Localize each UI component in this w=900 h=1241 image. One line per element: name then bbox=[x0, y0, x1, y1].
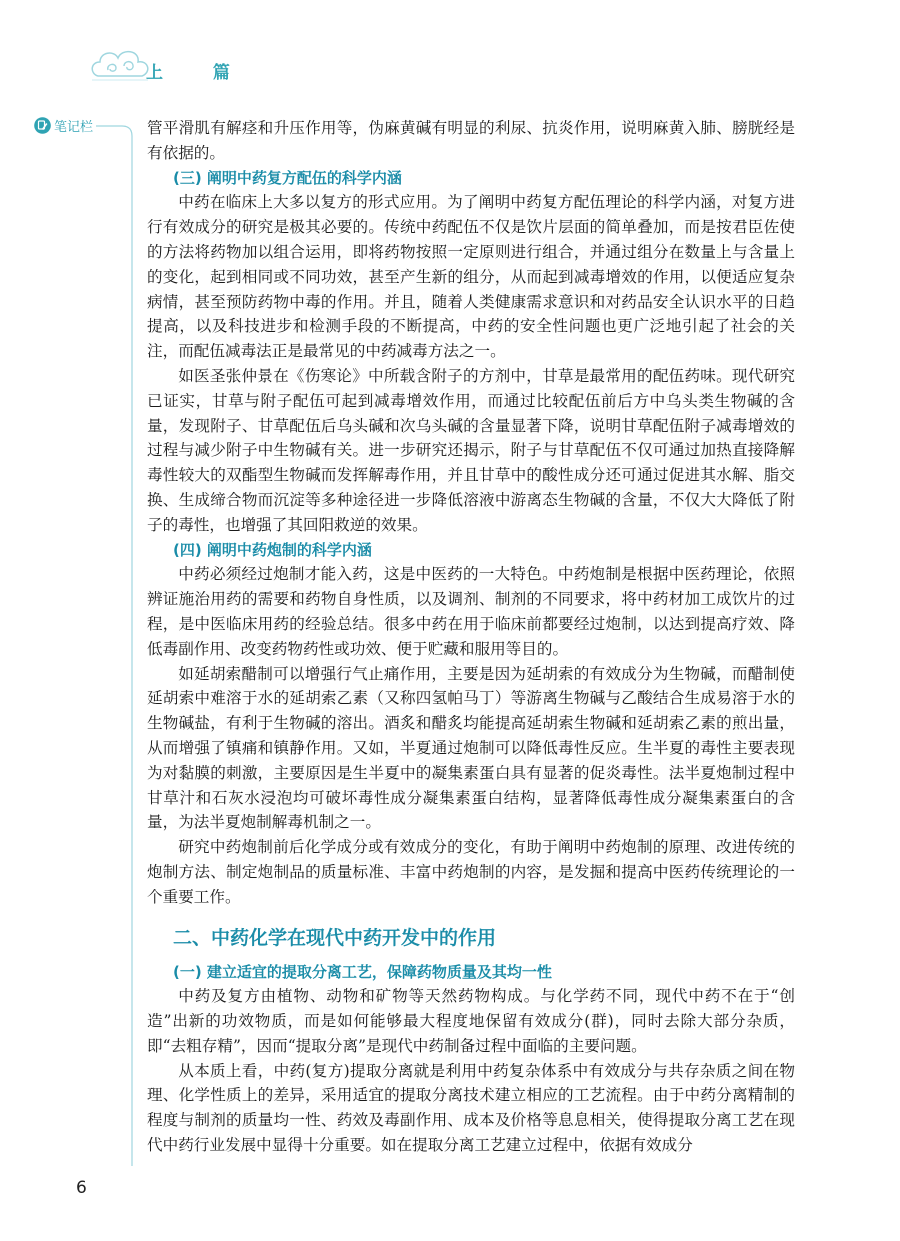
paragraph: 中药必须经过炮制才能入药，这是中医药的一大特色。中药炮制是根据中医药理论，依照辨证施治用药的需要和药物自身性质，以及调剂、制剂的不同要求，将中药材加工成饮片的过程，是中医临床用药的经验总结。很多中药在用于临床前都要经过炮制，以达到提高疗效、降低毒副作用、改变药物药性或功效、便于贮藏和服用等目的。 bbox=[147, 565, 795, 658]
pencil-note-icon bbox=[34, 117, 51, 134]
main-text bbox=[147, 116, 795, 1158]
paragraph: 管平滑肌有解痉和升压作用等，伪麻黄碱有明显的利尿、抗炎作用，说明麻黄入肺、膀胱经是有依据的。 bbox=[147, 119, 795, 162]
notes-column-tab bbox=[34, 116, 93, 135]
paragraph: 中药及复方由植物、动物和矿物等天然药物构成。与化学药不同，现代中药不在于“创造”出新的功效物质，而是如何能够最大程度地保留有效成分(群)，同时去除大部分杂质，即“去粗存精”，因而“提取分离”是现代中药制备过程中面临的主要问题。 bbox=[147, 987, 795, 1055]
subsection-heading: (四) 阐明中药炮制的科学内涵 bbox=[173, 540, 372, 559]
paragraph: 如延胡索醋制可以增强行气止痛作用，主要是因为延胡索的有效成分为生物碱，而醋制使延胡索中难溶于水的延胡索乙素（又称四氢帕马丁）等游离生物碱与乙酸结合生成易溶于水的生物碱盐，有利于生物碱的溶出。酒炙和醋炙均能提高延胡索生物碱和延胡索乙素的煎出量，从而增强了镇痛和镇静作用。又如，半夏通过炮制可以降低毒性反应。生半夏的毒性主要表现为对黏膜的刺激，主要原因是生半夏中的凝集素蛋白具有显著的促炎毒性。法半夏炮制过程中甘草汁和石灰水浸泡均可破坏毒性成分凝集素蛋白结构，显著降低毒性成分凝集素蛋白的含量，为法半夏炮制解毒机制之一。 bbox=[147, 664, 795, 832]
notes-label: 笔记栏 bbox=[54, 120, 94, 135]
paragraph: 中药在临床上大多以复方的形式应用。为了阐明中药复方配伍理论的科学内涵，对复方进行有效成分的研究是极其必要的。传统中药配伍不仅是饮片层面的简单叠加，而是按君臣佐使的方法将药物加以组合运用，即将药物按照一定原则进行组合，并通过组分在数量上与含量上的变化，起到相同或不同功效，甚至产生新的组分，从而起到减毒增效的作用，以便适应复杂病情，甚至预防药物中毒的作用。并且，随着人类健康需求意识和对药品安全认识水平的日趋提高，以及科技进步和检测手段的不断提高，中药的安全性问题也更广泛地引起了社会的关注，而配伍减毒法正是最常见的中药减毒方法之一。 bbox=[147, 193, 795, 361]
section-heading: 二、中药化学在现代中药开发中的作用 bbox=[173, 926, 497, 949]
paragraph: 研究中药炮制前后化学成分或有效成分的变化，有助于阐明中药炮制的原理、改进传统的炮制方法、制定炮制品的质量标准、丰富中药炮制的内容，是发掘和提高中医药传统理论的一个重要工作。 bbox=[147, 838, 795, 906]
subsection-heading: (一) 建立适宜的提取分离工艺，保障药物质量及其均一性 bbox=[173, 962, 552, 981]
subsection-heading: (三) 阐明中药复方配伍的科学内涵 bbox=[173, 168, 402, 187]
section-title: 上 篇 bbox=[146, 63, 252, 83]
paragraph: 从本质上看，中药(复方)提取分离就是利用中药复杂体系中有效成分与共存杂质之间在物理、化学性质上的差异，采用适宜的提取分离技术建立相应的工艺流程。由于中药分离精制的程度与制剂的质量均一性、药效及毒副作用、成本及价格等息息相关，使得提取分离工艺在现代中药行业发展中显得十分重要。如在提取分离工艺建立过程中，依据有效成分 bbox=[147, 1061, 795, 1155]
paragraph: 如医圣张仲景在《伤寒论》中所载含附子的方剂中，甘草是最常用的配伍药味。现代研究已证实，甘草与附子配伍可起到减毒增效作用，而通过比较配伍前后方中乌头类生物碱的含量，发现附子、甘草配伍后乌头碱和次乌头碱的含量显著下降，说明甘草配伍附子减毒增效的过程与减少附子中生物碱有关。进一步研究还揭示，附子与甘草配伍不仅可通过加热直接降解毒性较大的双酯型生物碱而发挥解毒作用，并且甘草中的酸性成分还可通过促进其水解、脂交换、生成缔合物而沉淀等多种途径进一步降低溶液中游离态生物碱的含量，不仅大大降低了附子的毒性，也增强了其回阳救逆的效果。 bbox=[147, 366, 795, 534]
page-number: 6 bbox=[76, 1178, 87, 1198]
